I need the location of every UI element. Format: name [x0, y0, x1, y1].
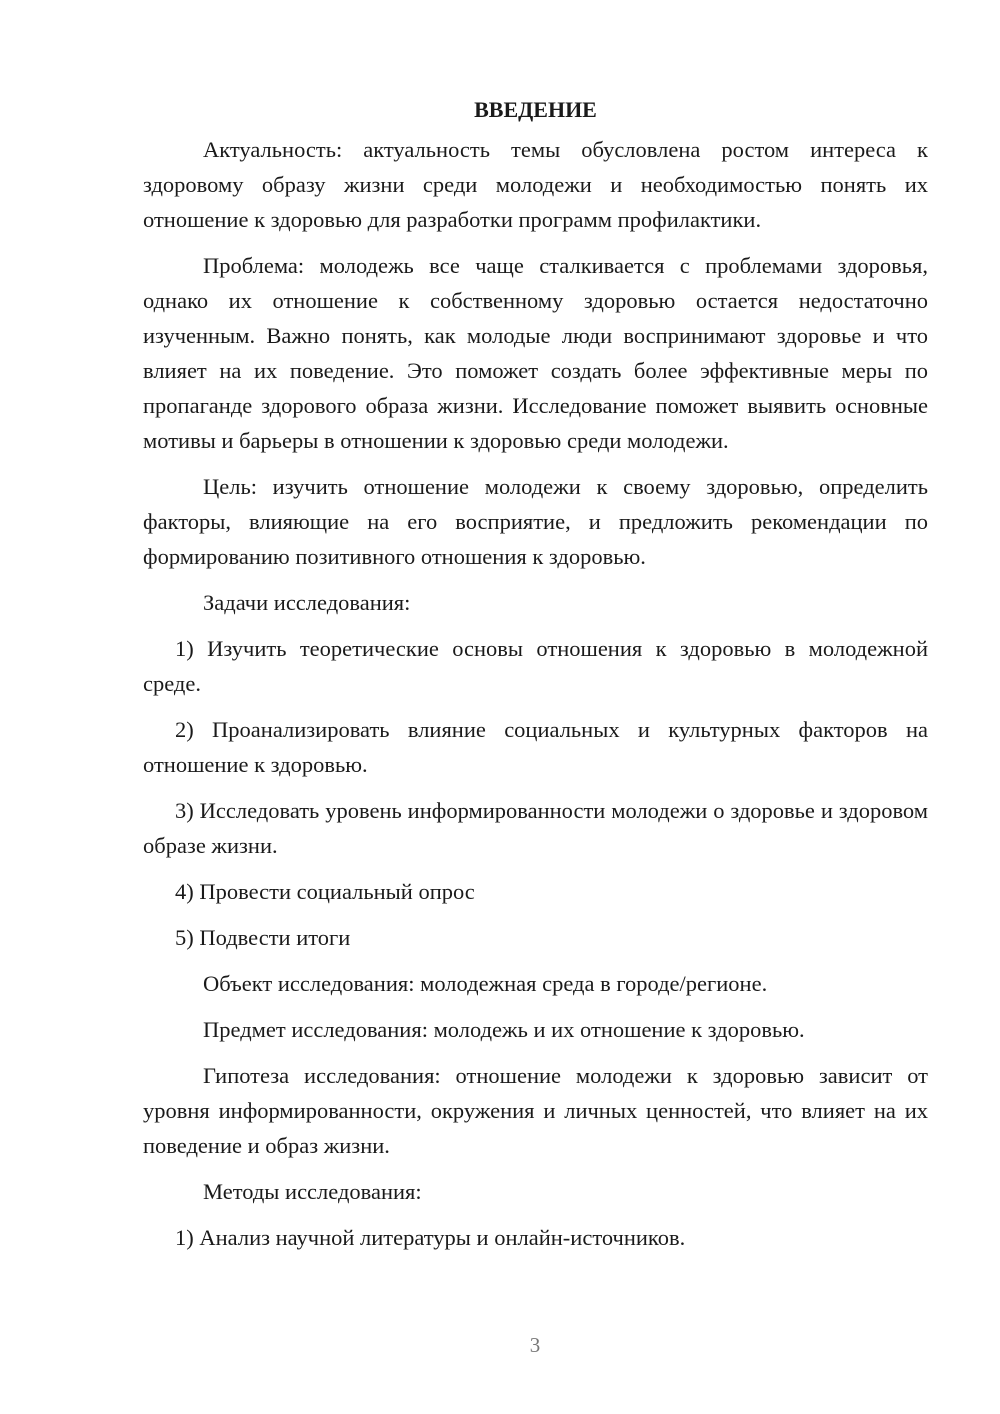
subject-paragraph: Предмет исследования: молодежь и их отношение к здоровью.: [203, 1017, 805, 1042]
goal-paragraph: Цель: изучить отношение молодежи к своему здоровью, определить факторы, влияющие на его восприятие, и предложить рекомендации по формированию позитивного отношения к здоровью.: [143, 474, 928, 569]
object-paragraph: Объект исследования: молодежная среда в городе/регионе.: [203, 971, 768, 996]
task-item-4: 4) Провести социальный опрос: [175, 879, 475, 904]
task-item-3: 3) Исследовать уровень информированности молодежи о здоровье и здоровом образе жизни.: [143, 798, 928, 858]
methods-heading: Методы исследования:: [203, 1179, 422, 1204]
method-item-1: 1) Анализ научной литературы и онлайн-источников.: [175, 1225, 686, 1250]
tasks-heading: Задачи исследования:: [203, 590, 411, 615]
page-number: 3: [529, 1333, 541, 1357]
problem-paragraph: Проблема: молодежь все чаще сталкивается с проблемами здоровья, однако их отношение к собственному здоровью остается недостаточно изученным. Важно понять, как молодые люди воспринимают здоровье и что влияет на их поведение. Это поможет создать более эффективные меры по пропаганде здорового образа жизни. Исследование поможет выявить основные мотивы и барьеры в отношении к здоровью среди молодежи.: [143, 253, 928, 453]
relevance-paragraph: Актуальность: актуальность темы обусловлена ростом интереса к здоровому образу жизни среди молодежи и необходимостью понять их отношение к здоровью для разработки программ профилактики.: [143, 137, 928, 232]
task-item-2: 2) Проанализировать влияние социальных и культурных факторов на отношение к здоровью.: [143, 717, 928, 777]
task-item-5: 5) Подвести итоги: [175, 925, 351, 950]
document-page: [143, 92, 928, 1266]
task-item-1: 1) Изучить теоретические основы отношения к здоровью в молодежной среде.: [143, 636, 928, 696]
hypothesis-paragraph: Гипотеза исследования: отношение молодежи к здоровью зависит от уровня информированности, окружения и личных ценностей, что влияет на их поведение и образ жизни.: [143, 1063, 928, 1158]
page-title: ВВЕДЕНИЕ: [474, 97, 597, 122]
